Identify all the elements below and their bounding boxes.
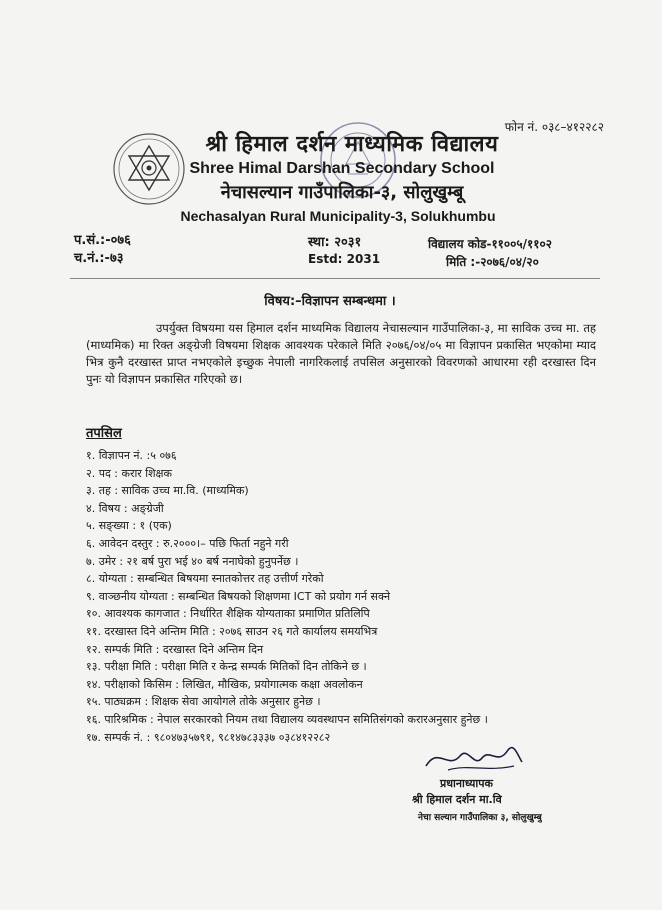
list-item: ७. उमेर : २१ बर्ष पुरा भई ४० बर्ष ननाघेको हुनुपर्नेछ । bbox=[86, 554, 299, 568]
reference-number: प.सं.:-०७६ bbox=[74, 233, 131, 248]
school-name-english: Shree Himal Darshan Secondary School bbox=[189, 160, 495, 177]
list-item: २. पद : करार शिक्षक bbox=[86, 466, 172, 480]
letter-date: मिति :-२०७६/०४/२० bbox=[446, 255, 539, 269]
header-divider bbox=[70, 278, 600, 279]
list-item: १५. पाठ्यक्रम : शिक्षक सेवा आयोगले तोके अनुसार हुनेछ । bbox=[86, 695, 321, 709]
signature-icon bbox=[418, 736, 528, 776]
list-item: ४. विषय : अङ्ग्रेजी bbox=[86, 501, 164, 515]
list-item: ५. सङ्ख्या : १ (एक) bbox=[86, 519, 172, 533]
list-item: १३. परीक्षा मिति : परीक्षा मिति र केन्द्र सम्पर्क मितिकों दिन तोकिने छ । bbox=[86, 660, 367, 674]
school-name-nepali: श्री हिमाल दर्शन माध्यमिक विद्यालय bbox=[205, 132, 499, 157]
established-english: Estd: 2031 bbox=[308, 252, 381, 266]
list-item: ३. तह : साविक उच्च मा.वि. (माध्यमिक) bbox=[86, 484, 249, 498]
signatory-school: श्री हिमाल दर्शन मा.वि bbox=[412, 793, 502, 806]
list-item: ११. दरखास्त दिने अन्तिम मिति : २०७६ साउन २६ गते कार्यालय समयभित्र bbox=[86, 624, 378, 638]
dispatch-number: च.नं.:-७३ bbox=[74, 251, 124, 266]
letter-body bbox=[86, 320, 596, 388]
list-item: १०. आवश्यक कागजात : निर्धारित शैक्षिक योग्यताका प्रमाणित प्रतिलिपि bbox=[86, 607, 370, 621]
school-code: विद्यालय कोड-११००५/११०२ bbox=[428, 237, 552, 251]
list-item: ९. वाञ्छनीय योग्यता : सम्बन्धित बिषयको शिक्षणमा ICT को प्रयोग गर्न सक्ने bbox=[86, 589, 391, 603]
list-item: १. विज्ञापन नं. :५ ०७६ bbox=[86, 449, 177, 462]
signatory-title: प्रधानाध्यापक bbox=[440, 777, 493, 790]
letter-subject: विषय:–विज्ञापन सम्बन्धमा । bbox=[264, 294, 396, 309]
school-address-english: Nechasalyan Rural Municipality-3, Solukhumbu bbox=[180, 208, 496, 224]
list-item: १६. पारिश्रमिक : नेपाल सरकारको नियम तथा विद्यालय व्यवस्थापन समितिसंगको करारअनुसार हुनेछ । bbox=[86, 712, 488, 726]
list-item: ६. आवेदन दस्तुर : रु.२०००।– पछि फिर्ता नहुने गरी bbox=[86, 536, 289, 550]
list-item: १२. सम्पर्क मिति : दरखास्त दिने अन्तिम दिन bbox=[86, 642, 264, 656]
established-nepali: स्था: २०३१ bbox=[308, 235, 362, 250]
list-item: ८. योग्यता : सम्बन्धित बिषयमा स्नातकोत्तर तह उत्तीर्ण गरेको bbox=[86, 572, 324, 586]
list-item: १४. परीक्षाको किसिम : लिखित, मौखिक, प्रयोगात्मक कक्षा अवलोकन bbox=[86, 677, 363, 691]
school-address-nepali: नेचासल्यान गाउँपालिका-३, सोलुखुम्बू bbox=[220, 182, 464, 203]
phone-number: फोन नं. ०३८–४१२२८२ bbox=[504, 120, 604, 134]
body-paragraph: उपर्युक्त विषयमा यस हिमाल दर्शन माध्यमिक विद्यालय नेचासल्यान गाउँपालिका-३, मा साविक उच्च मा. तह (माध्यमिक) मा रिक्त अङ्ग्रेजी विषयमा शिक्षक आवश्यक परेकाले मिति २०७६/०४/०५ मा विज्ञापन प्रकासित भएकोमा म्याद भित्र कुनै दरखास्त प्राप्त नभएकोले इच्छुक नेपाली नागरिकलाई तपसिल अनुसारको विवरणको आधारमा रही दरखास्त दिन पुनः यो विज्ञापन प्रकासित गरिएको छ। bbox=[86, 321, 596, 386]
list-item: १७. सम्पर्क नं. : ९८०४७३५७९१, ९८१४७८३३३७ ०३८४१२२८२ bbox=[86, 730, 331, 744]
details-list bbox=[86, 447, 606, 746]
signatory-address: नेचा सल्यान गाउँपालिका ३, सोलुखुम्बु bbox=[418, 813, 542, 823]
details-heading: तपसिल bbox=[86, 426, 122, 441]
